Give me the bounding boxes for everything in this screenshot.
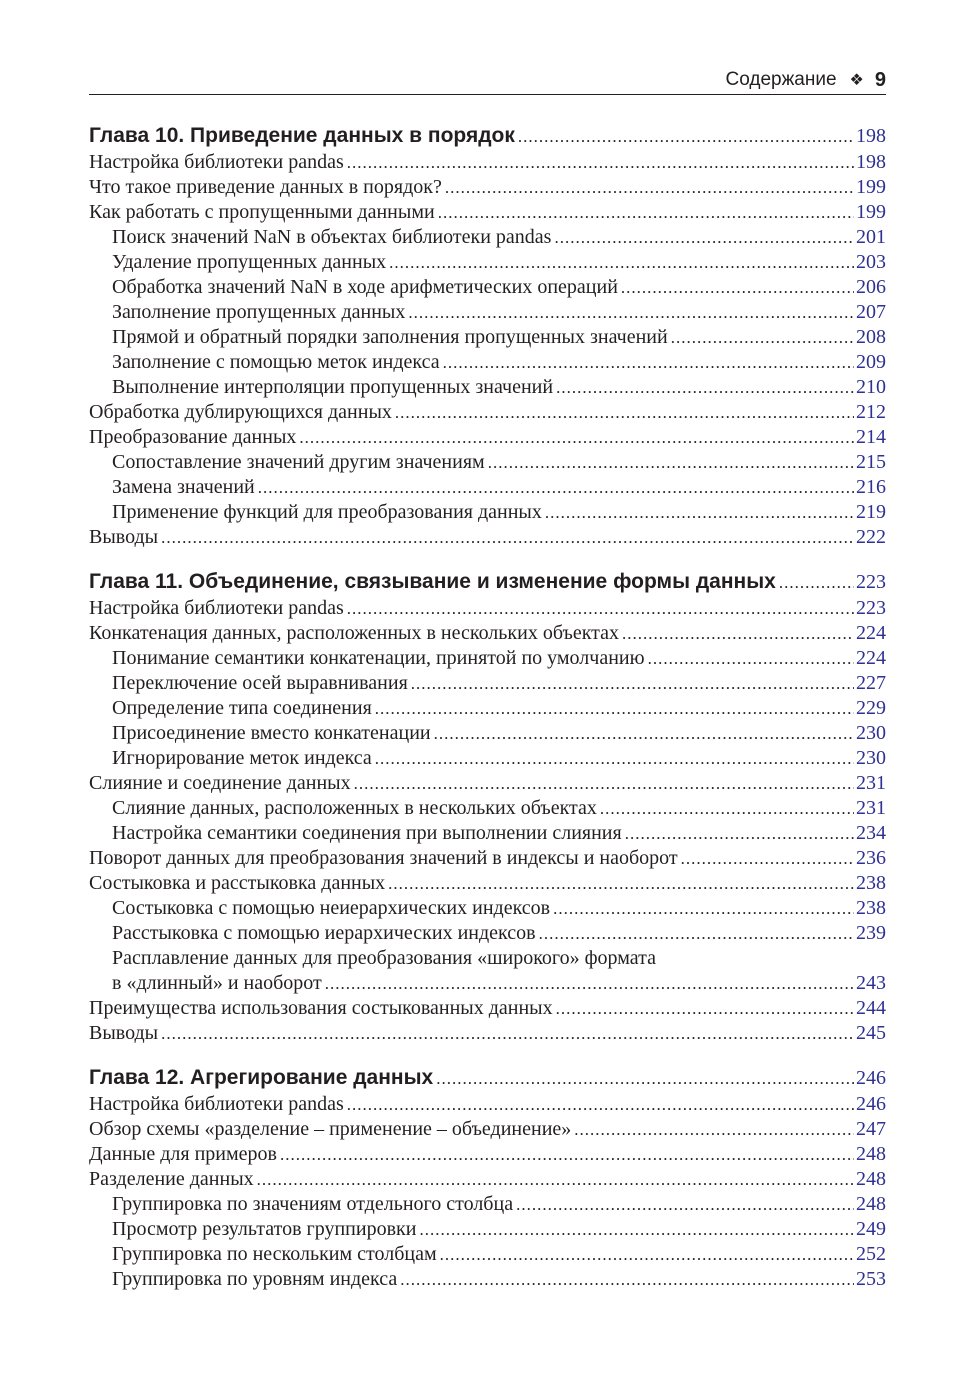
entry-title: Обзор схемы «разделение – применение – объединение» [89,1118,572,1140]
toc-entry[interactable] [89,1167,886,1192]
page-ref: 210 [856,376,886,398]
toc-entry[interactable] [89,175,886,200]
page-ref: 215 [856,451,886,473]
entry-title: Обработка дублирующихся данных [89,401,392,423]
entry-title: Обработка значений NaN в ходе арифметических операций [112,276,618,298]
toc-subentry[interactable] [89,1242,886,1267]
page-ref: 207 [856,301,886,323]
dot-leader [625,821,854,846]
entry-title: Прямой и обратный порядки заполнения пропущенных значений [112,326,668,348]
toc-subentry[interactable] [89,300,886,325]
entry-title: Поворот данных для преобразования значений в индексы и наоборот [89,847,678,869]
toc-entry[interactable] [89,150,886,175]
dot-leader [299,425,854,450]
dot-leader [354,771,854,796]
page-ref: 253 [856,1268,886,1290]
entry-title: Сопоставление значений другим значениям [112,451,485,473]
entry-title: Просмотр результатов группировки [112,1218,417,1240]
page-ref: 214 [856,426,886,448]
dot-leader [518,123,854,151]
toc-entry[interactable] [89,400,886,425]
dot-leader [280,1142,854,1167]
dot-leader [553,896,854,921]
dot-leader [161,1021,854,1046]
toc-entry[interactable] [89,1117,886,1142]
entry-title: Группировка по нескольким столбцам [112,1243,437,1265]
dot-leader [545,500,854,525]
page-ref: 199 [856,176,886,198]
page-ref: 224 [856,647,886,669]
entry-title: Заполнение пропущенных данных [112,301,406,323]
page-ref: 247 [856,1118,886,1140]
toc-entry[interactable] [89,200,886,225]
entry-title: Слияние данных, расположенных в нескольких объектах [112,797,597,819]
dot-leader [443,350,854,375]
entry-title: Настройка семантики соединения при выполнении слияния [112,822,622,844]
page-ref: 224 [856,622,886,644]
page-number: 9 [874,68,886,91]
page-ref: 201 [856,226,886,248]
dot-leader [440,1242,854,1267]
chapter-10 [89,122,886,550]
entry-title: Преобразование данных [89,426,297,448]
entry-title: Расстыковка с помощью иерархических индексов [112,922,536,944]
dot-leader [161,525,854,550]
toc-subentry[interactable] [89,646,886,671]
entry-title: Заполнение с помощью меток индекса [112,351,440,373]
page-ref: 243 [856,972,886,994]
toc-subentry[interactable] [89,721,886,746]
entry-title: Определение типа соединения [112,697,372,719]
page-ref: 245 [856,1022,886,1044]
entry-title: Расплавление данных для преобразования «широкого» формата [112,947,656,969]
entry-title: Что такое приведение данных в порядок? [89,176,442,198]
toc-entry[interactable] [89,871,886,896]
entry-title: Группировка по уровням индекса [112,1268,398,1290]
entry-title: Применение функций для преобразования данных [112,501,542,523]
entry-title: Понимание семантики конкатенации, принятой по умолчанию [112,647,645,669]
toc-entry[interactable] [89,596,886,621]
toc-subentry[interactable] [89,225,886,250]
toc-subentry-first-line[interactable] [89,946,886,971]
dot-leader [438,200,854,225]
page-ref: 198 [856,125,886,147]
dot-leader [411,671,854,696]
table-of-contents [89,122,886,1310]
entry-title: Выводы [89,526,159,548]
dot-leader [445,175,854,200]
toc-subentry[interactable] [89,500,886,525]
running-head [89,66,886,95]
entry-title: Состыковка с помощью неиерархических индексов [112,897,551,919]
dot-leader [556,996,854,1021]
page-ref: 238 [856,897,886,919]
dot-leader [621,275,854,300]
dot-leader [257,1167,854,1192]
dot-leader [400,1267,854,1292]
page-ref: 248 [856,1143,886,1165]
entry-title: Переключение осей выравнивания [112,672,408,694]
entry-title: Конкатенация данных, расположенных в нескольких объектах [89,622,620,644]
entry-title: Игнорирование меток индекса [112,747,372,769]
running-head-title: Содержание [725,69,837,90]
page-ref: 234 [856,822,886,844]
page-ref: 248 [856,1168,886,1190]
dot-leader [375,746,854,771]
entry-title: Как работать с пропущенными данными [89,201,435,223]
page-ref: 219 [856,501,886,523]
dot-leader [779,569,854,597]
entry-title: Настройка библиотеки pandas [89,151,344,173]
entry-title: Присоединение вместо конкатенации [112,722,431,744]
dot-leader [434,721,854,746]
four-diamond-ornament-icon: ❖ [849,72,864,89]
entry-title: Настройка библиотеки pandas [89,1093,344,1115]
toc-entry[interactable] [89,1142,886,1167]
page-ref: 222 [856,526,886,548]
dot-leader [554,225,854,250]
entry-title: Удаление пропущенных данных [112,251,387,273]
page-ref: 252 [856,1243,886,1265]
chapter-heading[interactable] [89,568,886,596]
dot-leader [347,1092,854,1117]
page-ref: 223 [856,597,886,619]
page-ref: 230 [856,747,886,769]
page-ref: 223 [856,571,886,593]
dot-leader [556,375,854,400]
toc-subentry[interactable] [89,896,886,921]
dot-leader [258,475,854,500]
toc-entry[interactable] [89,425,886,450]
toc-entry[interactable] [89,1021,886,1046]
page-ref: 231 [856,797,886,819]
toc-entry[interactable] [89,846,886,871]
entry-title: Поиск значений NaN в объектах библиотеки pandas [112,226,552,248]
chapter-title: Глава 12. Агрегирование данных [89,1066,434,1089]
toc-subentry[interactable] [89,450,886,475]
dot-leader [389,250,854,275]
dot-leader [622,621,854,646]
chapter-11 [89,568,886,1046]
page-ref: 231 [856,772,886,794]
dot-leader [648,646,854,671]
dot-leader [388,871,854,896]
toc-subentry[interactable] [89,796,886,821]
dot-leader [347,596,854,621]
dot-leader [325,971,854,996]
toc-subentry[interactable] [89,350,886,375]
page-ref: 246 [856,1067,886,1089]
toc-subentry[interactable] [89,746,886,771]
entry-title: Настройка библиотеки pandas [89,597,344,619]
toc-subentry[interactable] [89,1217,886,1242]
toc-entry[interactable] [89,525,886,550]
page-ref: 208 [856,326,886,348]
toc-subentry[interactable] [89,475,886,500]
toc-subentry[interactable] [89,671,886,696]
page-ref: 212 [856,401,886,423]
page-ref: 206 [856,276,886,298]
dot-leader [681,846,854,871]
dot-leader [408,300,854,325]
dot-leader [347,150,854,175]
entry-title: Данные для примеров [89,1143,277,1165]
entry-title: Выводы [89,1022,159,1044]
dot-leader [488,450,854,475]
toc-subentry[interactable] [89,250,886,275]
toc-entry[interactable] [89,621,886,646]
dot-leader [516,1192,854,1217]
page-ref: 198 [856,151,886,173]
dot-leader [600,796,854,821]
toc-subentry[interactable] [89,821,886,846]
entry-title: Выполнение интерполяции пропущенных значений [112,376,554,398]
page-ref: 216 [856,476,886,498]
page-ref: 249 [856,1218,886,1240]
page-ref: 230 [856,722,886,744]
toc-subentry[interactable] [89,1267,886,1292]
page-ref: 236 [856,847,886,869]
entry-title-continued: в «длинный» и наоборот [112,972,322,994]
page-ref: 248 [856,1193,886,1215]
dot-leader [539,921,854,946]
chapter-heading[interactable] [89,1064,886,1092]
chapter-title: Глава 10. Приведение данных в порядок [89,124,515,147]
chapter-heading[interactable] [89,122,886,150]
toc-subentry[interactable] [89,921,886,946]
entry-title: Состыковка и расстыковка данных [89,872,386,894]
page-ref: 209 [856,351,886,373]
toc-entry[interactable] [89,1092,886,1117]
dot-leader [419,1217,854,1242]
page-ref: 239 [856,922,886,944]
page-ref: 199 [856,201,886,223]
page-ref: 229 [856,697,886,719]
toc-subentry-second-line[interactable] [89,971,886,996]
dot-leader [395,400,854,425]
toc-entry[interactable] [89,771,886,796]
dot-leader [671,325,854,350]
page-ref: 203 [856,251,886,273]
entry-title: Разделение данных [89,1168,254,1190]
dot-leader [574,1117,854,1142]
dot-leader [375,696,854,721]
page-ref: 227 [856,672,886,694]
chapter-12 [89,1064,886,1292]
entry-title: Группировка по значениям отдельного столбца [112,1193,514,1215]
entry-title: Преимущества использования состыкованных данных [89,997,553,1019]
entry-title: Замена значений [112,476,255,498]
toc-subentry[interactable] [89,1192,886,1217]
page-ref: 244 [856,997,886,1019]
entry-title: Слияние и соединение данных [89,772,351,794]
toc-subentry[interactable] [89,325,886,350]
page-ref: 238 [856,872,886,894]
page-ref: 246 [856,1093,886,1115]
dot-leader [436,1065,854,1093]
toc-subentry[interactable] [89,375,886,400]
chapter-title: Глава 11. Объединение, связывание и изменение формы данных [89,570,776,593]
toc-subentry[interactable] [89,696,886,721]
toc-entry[interactable] [89,996,886,1021]
toc-subentry[interactable] [89,275,886,300]
